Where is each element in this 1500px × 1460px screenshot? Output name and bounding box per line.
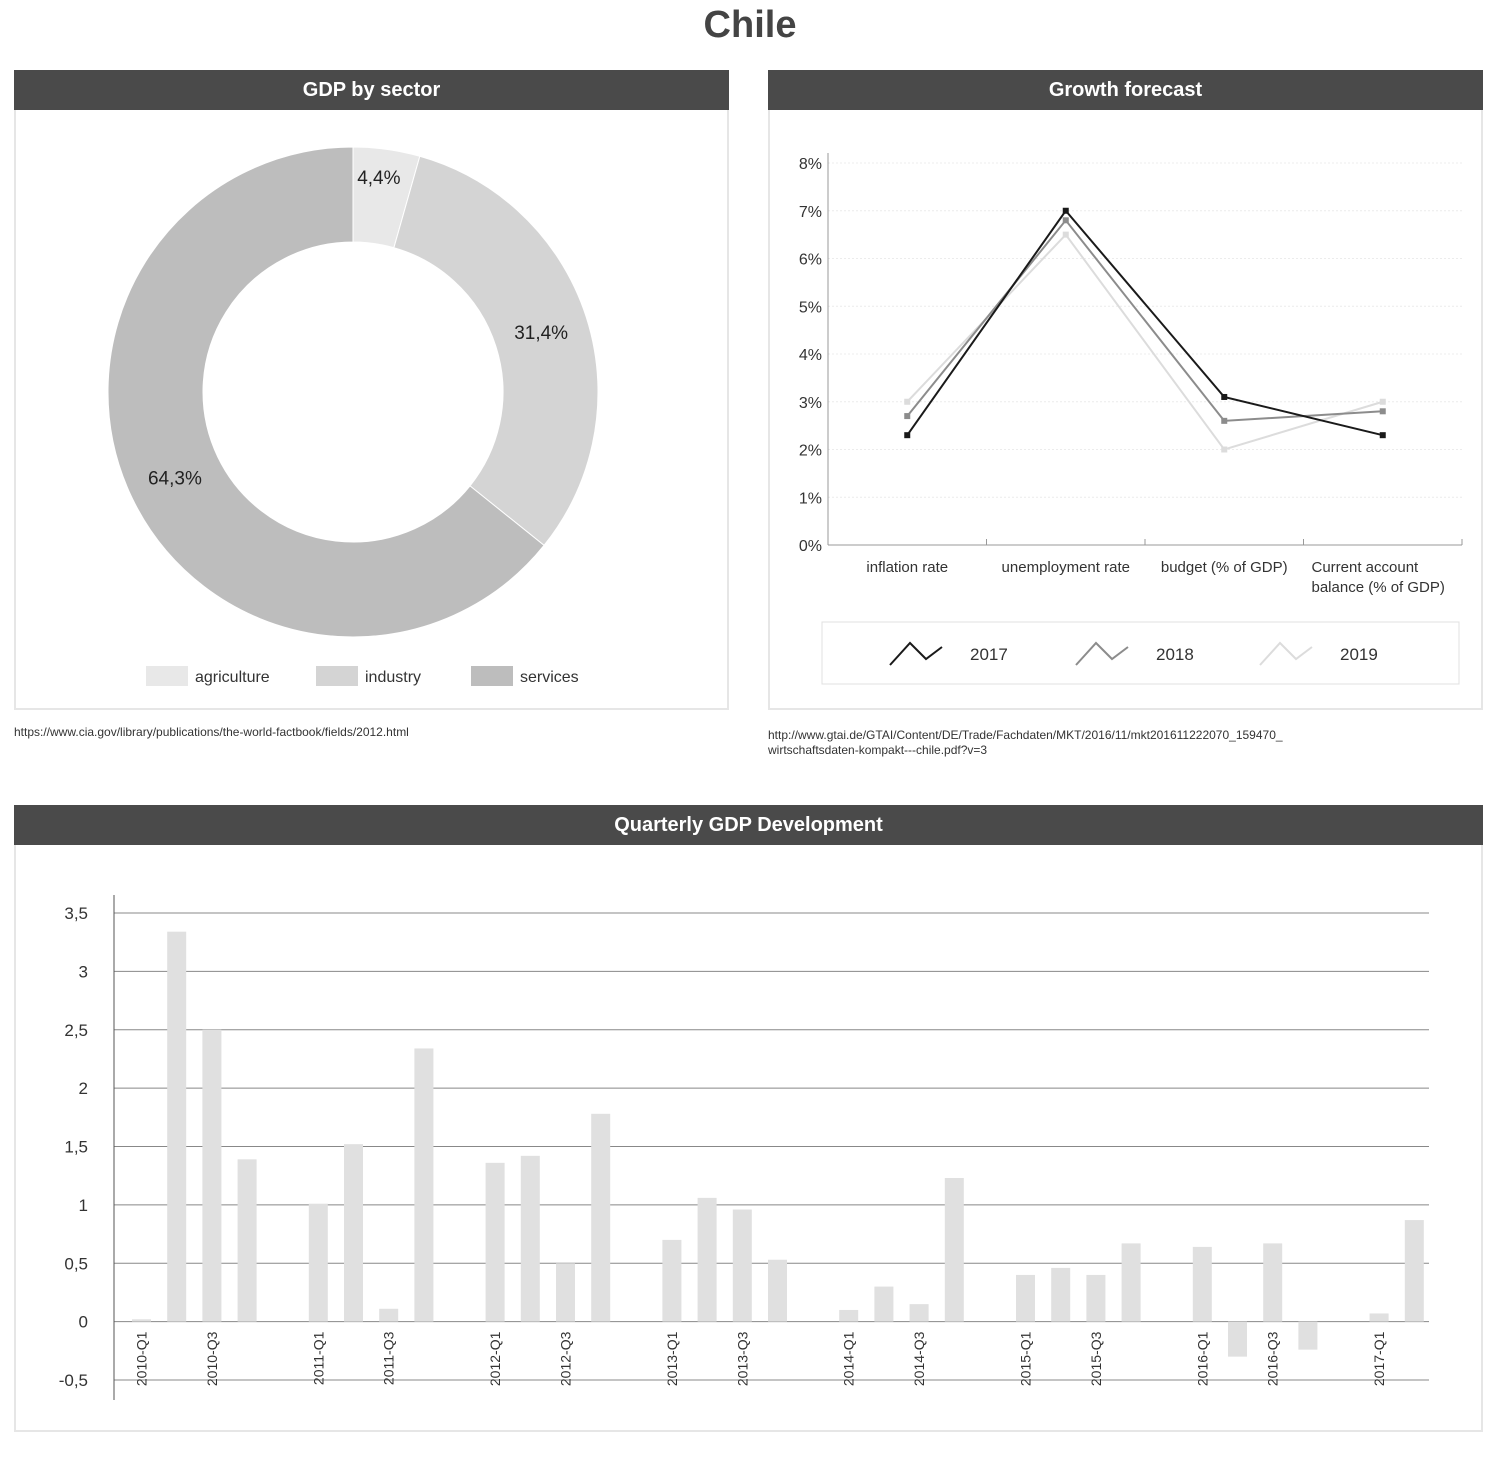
y-tick-label: 7%: [798, 203, 822, 221]
bar-2016-Q1: [1193, 1247, 1212, 1322]
x-category-label: budget (% of GDP): [1160, 559, 1288, 576]
donut-slice-industry: [394, 156, 598, 545]
bar-2010-Q1: [132, 1319, 151, 1321]
series-point-2017: [1221, 394, 1227, 400]
growth-forecast-source-line1: http://www.gtai.de/GTAI/Content/DE/Trade/Fachdaten/MKT/2016/11/mkt201611222070_159470_: [768, 728, 1283, 742]
x-tick-label: 2014-Q1: [840, 1331, 857, 1387]
bar-2012-Q2: [521, 1156, 540, 1322]
y-tick-label: 3,5: [64, 904, 88, 923]
legend-swatch-agriculture: [146, 666, 188, 686]
bar-2012-Q1: [486, 1163, 505, 1322]
gdp-by-sector-header: GDP by sector: [14, 70, 729, 110]
bar-2011-Q2: [344, 1144, 363, 1321]
y-tick-label: 4%: [798, 347, 822, 364]
bar-2015-Q4: [1122, 1243, 1141, 1321]
bar-2011-Q3: [379, 1309, 398, 1322]
x-tick-label: 2014-Q3: [911, 1331, 928, 1387]
bar-2012-Q3: [556, 1263, 575, 1321]
donut-value-label-industry: 31,4%: [514, 322, 569, 344]
legend-label-2019: 2019: [1340, 645, 1378, 664]
x-tick-label: 2016-Q3: [1264, 1331, 1281, 1387]
donut-value-label-agriculture: 4,4%: [357, 168, 401, 190]
x-tick-label: 2012-Q3: [557, 1331, 574, 1387]
x-category-label: Current account: [1311, 559, 1419, 576]
bar-2013-Q4: [768, 1260, 787, 1322]
x-tick-label: 2011-Q3: [380, 1331, 397, 1386]
y-tick-label: 2,5: [64, 1020, 88, 1040]
y-tick-label: 2%: [798, 442, 822, 460]
bar-2014-Q1: [839, 1310, 858, 1322]
legend-label-2018: 2018: [1156, 645, 1194, 664]
series-point-2019: [1063, 232, 1069, 238]
x-tick-label: 2010-Q3: [203, 1331, 220, 1387]
legend-swatch-services: [471, 666, 513, 686]
series-point-2019: [904, 399, 910, 405]
y-tick-label: 5%: [798, 299, 822, 317]
series-point-2019: [1380, 399, 1386, 405]
bar-2013-Q2: [698, 1198, 717, 1322]
bar-2010-Q3: [202, 1030, 221, 1322]
growth-forecast-chart: [770, 110, 1481, 708]
quarterly-gdp-chart: [16, 845, 1481, 1430]
x-category-label: unemployment rate: [1001, 559, 1130, 576]
bar-2011-Q4: [414, 1048, 433, 1321]
growth-forecast-header: Growth forecast: [768, 70, 1483, 110]
series-point-2017: [904, 432, 910, 438]
bar-2014-Q4: [945, 1178, 964, 1322]
legend-label-2017: 2017: [970, 645, 1008, 664]
x-tick-label: 2013-Q3: [734, 1331, 751, 1387]
growth-forecast-source-line2: wirtschaftsdaten-kompakt---chile.pdf?v=3: [768, 743, 988, 757]
legend-label-agriculture: agriculture: [195, 669, 270, 686]
y-tick-label: 0%: [798, 538, 822, 555]
growth-forecast-source: [768, 728, 1283, 758]
y-tick-label: 8%: [798, 156, 822, 173]
bar-2016-Q2: [1228, 1322, 1247, 1357]
x-category-label: inflation rate: [866, 559, 949, 576]
y-tick-label: 2: [78, 1079, 88, 1099]
bar-2017-Q2: [1405, 1220, 1424, 1322]
growth-forecast-panel: [768, 70, 1483, 710]
bar-2017-Q1: [1370, 1313, 1389, 1321]
x-tick-label: 2012-Q1: [487, 1331, 504, 1387]
bar-2013-Q3: [733, 1210, 752, 1322]
x-tick-label: 2013-Q1: [663, 1331, 680, 1387]
x-tick-label: 2016-Q1: [1194, 1331, 1211, 1387]
x-tick-label: 2015-Q3: [1087, 1331, 1104, 1387]
bar-2013-Q1: [662, 1240, 681, 1322]
gdp-by-sector-chart: [16, 110, 727, 708]
x-tick-label: 2010-Q1: [133, 1331, 150, 1387]
bar-2011-Q1: [309, 1204, 328, 1322]
gdp-by-sector-panel: [14, 70, 729, 710]
bar-2010-Q4: [238, 1159, 257, 1321]
bar-2012-Q4: [591, 1114, 610, 1322]
y-tick-label: 3%: [798, 394, 822, 412]
bar-2014-Q3: [910, 1304, 929, 1322]
series-point-2018: [1221, 418, 1227, 424]
page-title: Chile: [703, 4, 797, 46]
y-tick-label: 1%: [798, 490, 822, 508]
bar-2016-Q4: [1298, 1322, 1317, 1350]
y-tick-label: 0,5: [64, 1254, 88, 1274]
y-tick-label: 1,5: [64, 1137, 88, 1157]
series-point-2019: [1221, 447, 1227, 453]
quarterly-gdp-header: Quarterly GDP Development: [14, 805, 1483, 845]
bar-2016-Q3: [1263, 1243, 1282, 1321]
series-line-2018: [907, 220, 1383, 421]
bar-2015-Q1: [1016, 1275, 1035, 1322]
gdp-by-sector-source: https://www.cia.gov/library/publications/the-world-factbook/fields/2012.html: [14, 725, 409, 739]
y-tick-label: -0,5: [58, 1371, 88, 1390]
series-point-2017: [1380, 432, 1386, 438]
series-point-2018: [904, 413, 910, 419]
series-point-2017: [1063, 208, 1069, 214]
y-tick-label: 1: [78, 1195, 88, 1215]
y-tick-label: 3: [78, 962, 88, 982]
series-point-2018: [1380, 408, 1386, 414]
legend-swatch-industry: [316, 666, 358, 686]
x-tick-label: 2015-Q1: [1017, 1331, 1034, 1387]
bar-2015-Q2: [1051, 1268, 1070, 1322]
series-point-2018: [1063, 217, 1069, 223]
bar-2010-Q2: [167, 932, 186, 1322]
legend-label-services: services: [520, 669, 579, 686]
y-tick-label: 6%: [798, 251, 822, 269]
y-tick-label: 0: [78, 1312, 88, 1332]
bar-2015-Q3: [1086, 1275, 1105, 1322]
x-tick-label: 2017-Q1: [1371, 1331, 1388, 1387]
bar-2014-Q2: [874, 1287, 893, 1322]
x-tick-label: 2011-Q1: [310, 1331, 327, 1386]
legend-label-industry: industry: [365, 669, 422, 686]
x-category-label: balance (% of GDP): [1311, 579, 1445, 596]
quarterly-gdp-panel: [14, 805, 1483, 1432]
donut-value-label-services: 64,3%: [147, 468, 202, 490]
